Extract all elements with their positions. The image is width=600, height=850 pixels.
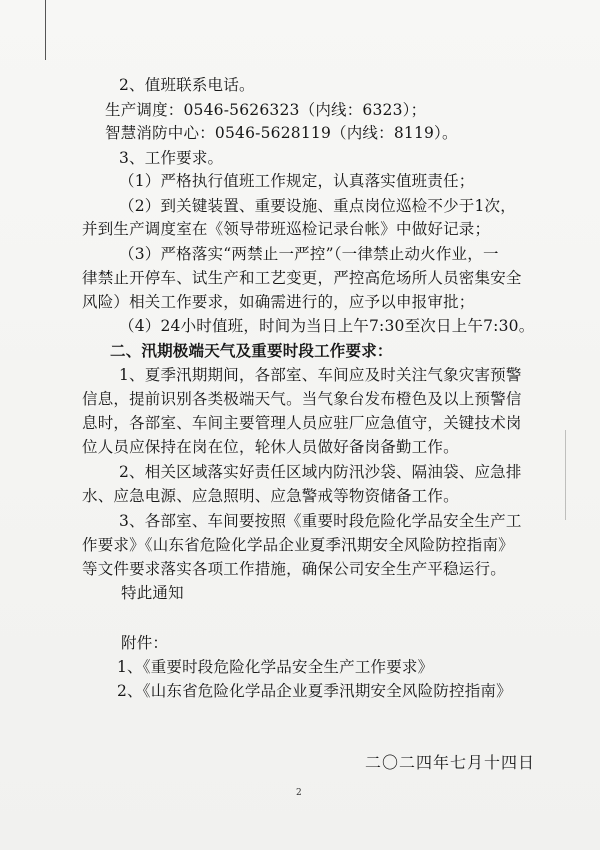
flood-item-3-line-3: 等文件要求落实各项工作措施，确保公司安全生产平稳运行。	[82, 560, 506, 578]
attachment-2: 2、《山东省危险化学品企业夏季汛期安全风险防控指南》	[117, 682, 512, 700]
flood-item-1-line-2: 信息，提前识别各类极端天气。当气象台发布橙色及以上预警信	[82, 390, 522, 408]
flood-item-3-line-2: 作要求》《山东省危险化学品企业夏季汛期安全风险防控指南》	[82, 536, 514, 554]
section-heading-work-requirements: 3、工作要求。	[119, 149, 224, 167]
requirement-4: （4）24小时值班，时间为当日上午7:30至次日上午7:30。	[119, 317, 535, 335]
requirement-2-line-1: （2）到关键装置、重要设施、重点岗位巡检不少于1次，	[119, 197, 516, 215]
flood-item-2-line-2: 水、应急电源、应急照明、应急警戒等物资储备工作。	[82, 487, 459, 505]
page-number: 2	[296, 788, 302, 798]
notice-closing: 特此通知	[121, 584, 184, 602]
document-date: 二〇二四年七月十四日	[365, 753, 536, 772]
attachments-heading: 附件：	[121, 634, 169, 652]
flood-item-1-line-3: 息时，各部室、车间主要管理人员应驻厂应急值守，关键技术岗	[82, 414, 522, 432]
section-heading-duty-phone: 2、值班联系电话。	[119, 76, 255, 94]
phone-production-dispatch: 生产调度：0546-5626323（内线：6323）；	[105, 101, 427, 119]
flood-item-2-line-1: 2、相关区域落实好责任区域内防汛沙袋、隔油袋、应急排	[119, 463, 522, 481]
scan-edge-mark	[565, 430, 566, 520]
phone-fire-center: 智慧消防中心：0546-5628119（内线：8119）。	[105, 124, 458, 142]
scan-edge-mark	[45, 0, 46, 60]
flood-item-1-line-1: 1、夏季汛期期间，各部室、车间应及时关注气象灾害预警	[119, 366, 522, 384]
requirement-2-line-2: 并到生产调度室在《领导带班巡检记录台帐》中做好记录；	[82, 220, 491, 238]
flood-item-3-line-1: 3、各部室、车间要按照《重要时段危险化学品安全生产工	[119, 512, 522, 530]
requirement-3-line-1: （3）严格落实“两禁止一严控”（一律禁止动火作业，一	[119, 245, 499, 263]
requirement-3-line-2: 律禁止开停车、试生产和工艺变更，严控高危场所人员密集安全	[82, 269, 522, 287]
section-heading-flood-season: 二、汛期极端天气及重要时段工作要求：	[110, 341, 393, 360]
requirement-3-line-3: 风险）相关工作要求，如确需进行的，应予以申报审批；	[82, 293, 475, 311]
requirement-1: （1）严格执行值班工作规定，认真落实值班责任；	[119, 172, 475, 190]
attachment-1: 1、《重要时段危险化学品安全生产工作要求》	[117, 658, 434, 676]
flood-item-1-line-4: 位人员应保持在岗在位，轮休人员做好备岗备勤工作。	[82, 438, 459, 456]
